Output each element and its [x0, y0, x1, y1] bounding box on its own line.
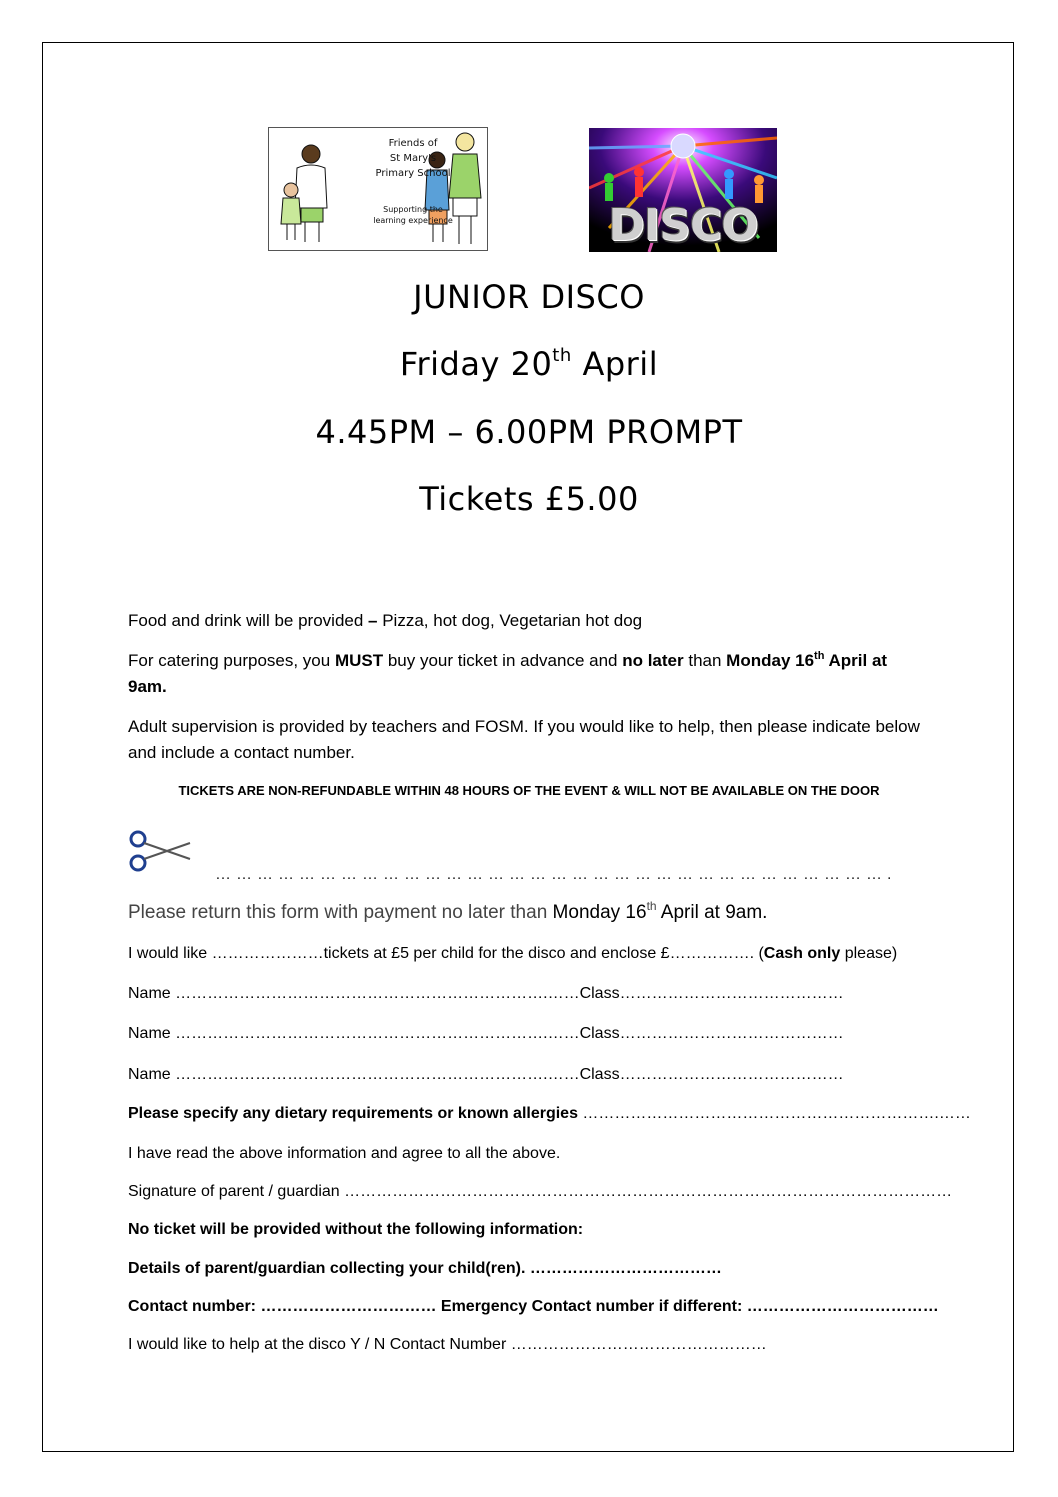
catering-no-later: no later — [622, 651, 684, 670]
catering-info — [128, 648, 928, 700]
help-volunteer-line: I would like to help at the disco Y / N Contact Number ………………………………………… — [128, 1336, 767, 1353]
return-deadline: Monday 16 — [552, 902, 647, 923]
dietary-line — [128, 1105, 971, 1123]
fosm-logo — [268, 127, 488, 251]
logo-line: Friends of — [388, 138, 438, 149]
cut-line: ……………………………………………………………………………………. — [215, 866, 897, 883]
event-time: 4.45PM – 6.00PM PROMPT — [315, 413, 743, 451]
return-deadline: April at 9am. — [656, 902, 768, 923]
return-text: Please return this form with payment no later than — [128, 902, 553, 923]
date-day: Friday 20 — [399, 345, 553, 383]
catering-text: buy your ticket in advance and — [383, 651, 623, 670]
logo-line: St Mary's — [389, 153, 437, 164]
ticket-quantity-text: I would like …………………tickets at £5 per child for the disco and enclose £……………. ( — [128, 945, 764, 962]
catering-text: For catering purposes, you — [128, 651, 335, 670]
catering-deadline: April at 9am. — [128, 651, 888, 696]
return-instruction — [128, 899, 768, 924]
logo-line: Primary School — [375, 168, 451, 179]
contact-numbers-line: Contact number: …………………………… Emergency Contact number if different: ……………………………… — [128, 1298, 939, 1315]
refund-warning: TICKETS ARE NON-REFUNDABLE WITHIN 48 HOURS OF THE EVENT & WILL NOT BE AVAILABLE ON THE DOOR — [178, 783, 880, 798]
dietary-label: Please specify any dietary requirements or known allergies — [128, 1105, 578, 1122]
logo-tag-line: learning experience — [373, 216, 453, 225]
ticket-quantity-text: please) — [840, 945, 898, 962]
catering-deadline: Monday 16 — [726, 651, 815, 670]
catering-deadline-suffix: th — [814, 650, 825, 662]
catering-text: than — [683, 651, 727, 670]
food-text: Food and drink will be provided — [128, 611, 369, 630]
food-items: Pizza, hot dog, Vegetarian hot dog — [382, 611, 643, 630]
agreement-line: I have read the above information and agree to all the above. — [128, 1145, 561, 1162]
disco-image — [589, 128, 777, 252]
ticket-price: Tickets £5.00 — [419, 480, 639, 518]
event-title: JUNIOR DISCO — [413, 278, 645, 316]
return-deadline-suffix: th — [646, 899, 657, 913]
date-month: April — [571, 345, 659, 383]
name-class-row: Name …………………………………………………………….……Class…………………………………… — [128, 985, 844, 1002]
food-info — [128, 608, 928, 634]
date-suffix: th — [552, 345, 572, 366]
event-date — [0, 345, 1058, 383]
food-dash: – — [368, 611, 383, 630]
disco-word: DISCO — [608, 200, 758, 251]
dietary-blank: ………………………………………………………….…… — [577, 1105, 971, 1122]
collector-details-line: Details of parent/guardian collecting your child(ren). ……………………………… — [128, 1260, 722, 1277]
scissors-icon — [128, 829, 194, 873]
required-info-notice: No ticket will be provided without the following information: — [128, 1221, 584, 1238]
ticket-quantity-line — [128, 945, 897, 963]
logo-tag-line: Supporting the — [383, 205, 443, 214]
name-class-row: Name …………………………………………………………….……Class…………………………………… — [128, 1025, 844, 1042]
logo-tagline — [343, 204, 483, 226]
catering-must: MUST — [334, 651, 384, 670]
name-class-row: Name …………………………………………………………….……Class…………………………………… — [128, 1066, 844, 1083]
signature-line: Signature of parent / guardian …………………………………………………………………………………………………… — [128, 1183, 953, 1200]
supervision-info: Adult supervision is provided by teachers and FOSM. If you would like to help, then please indicate below and include a contact number. — [128, 717, 920, 762]
cash-only: Cash only — [763, 945, 841, 962]
logo-name — [343, 136, 483, 181]
